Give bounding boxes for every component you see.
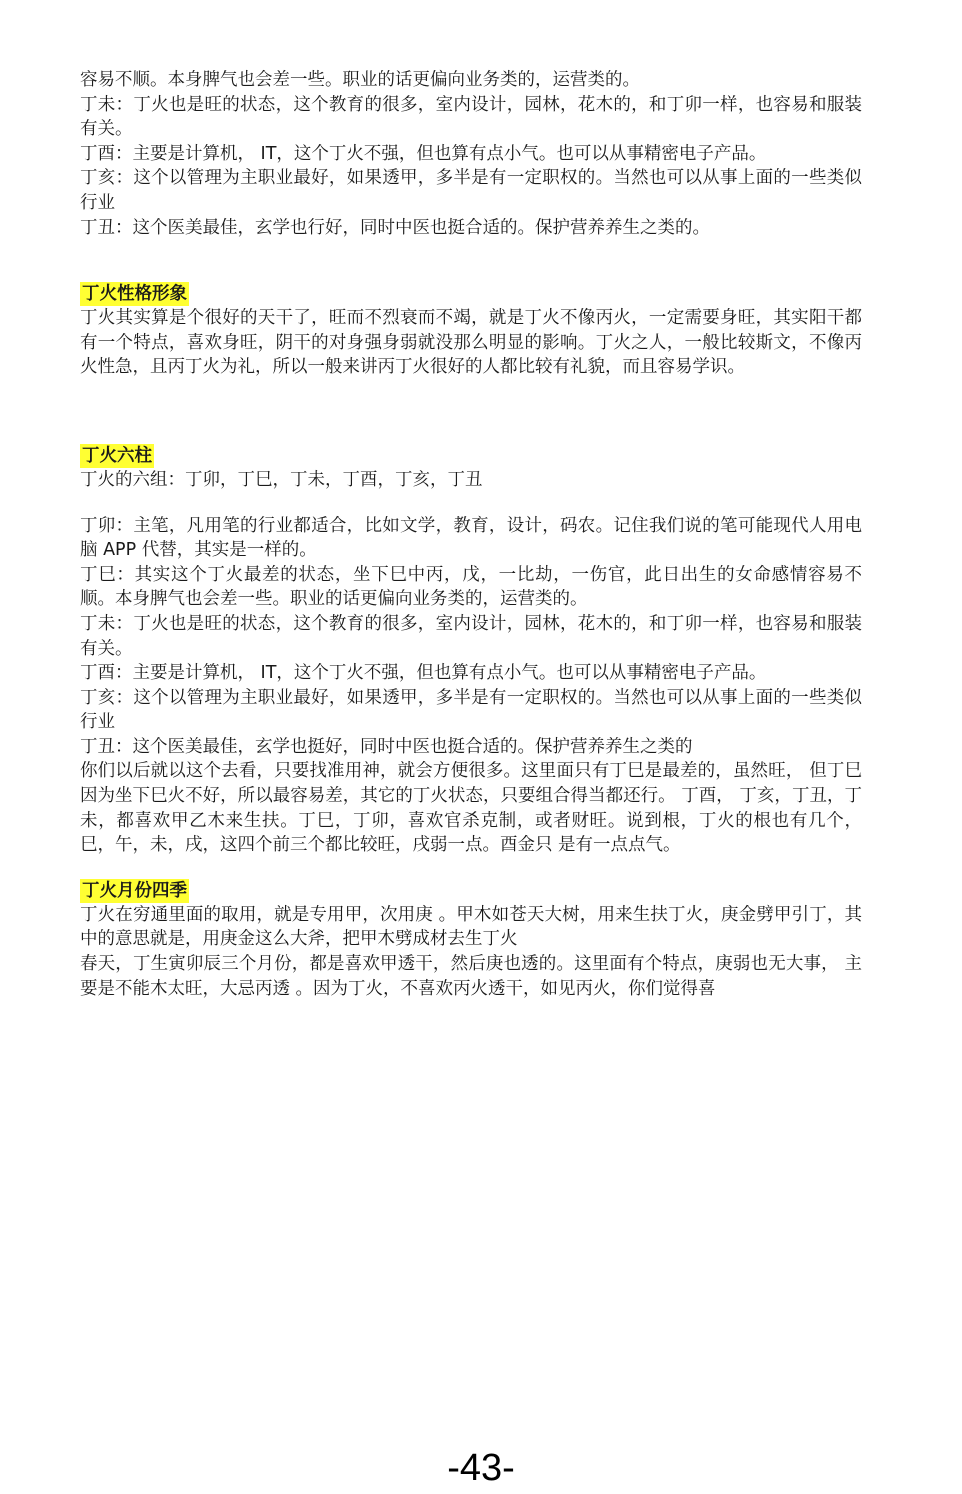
paragraph: 春天，丁生寅卯辰三个月份，都是喜欢甲透干，然后庚也透的。这里面有个特点，庚弱也无大事， 主要是不能木太旺，大忌丙透 。因为丁火，不喜欢丙火透干，如见丙火，你们觉得喜 [80, 954, 862, 999]
paragraph: 丁丑：这个医美最佳，玄学也行好，同时中医也挺合适的。保护营养养生之类的。 [80, 217, 710, 238]
section-six-pillars [80, 444, 862, 858]
page-number: -43- [447, 1447, 515, 1489]
section-months [80, 879, 862, 1001]
paragraph: 你们以后就以这个去看，只要找准用神，就会方便很多。这里面只有丁巳是最差的，虽然旺， 但丁巳因为坐下巳火不好，所以最容易差，其它的丁火状态，只要组合得当都还行。 丁酉， 丁亥，丁丑，丁未，都喜欢甲乙木来生扶。丁巳，丁卯，喜欢官杀克制，或者财旺。说到根，丁火的根也有几个， 巳，午，未，戌，这四个前三个都比较旺，戌弱一点。酉金只 是有一点点气。 [80, 761, 862, 856]
paragraph: 丁未：丁火也是旺的状态，这个教育的很多，室内设计，园林，花木的，和丁卯一样，也容易和服装有关。 [80, 613, 862, 659]
paragraph: 丁未：丁火也是旺的状态，这个教育的很多，室内设计，园林，花木的，和丁卯一样，也容易和服装有关。 [80, 94, 862, 140]
paragraph: 丁火的六组：丁卯，丁巳，丁未，丁酉，丁亥，丁丑 [80, 469, 483, 490]
paragraph: 容易不顺。本身脾气也会差一些。职业的话更偏向业务类的，运营类的。 [80, 70, 640, 90]
paragraph: 丁丑：这个医美最佳，玄学也挺好，同时中医也挺合适的。保护营养养生之类的 [80, 736, 693, 757]
section-heading: 丁火六柱 [82, 445, 152, 466]
section-heading: 丁火性格形象 [82, 284, 187, 305]
paragraph: 丁卯：主笔，凡用笔的行业都适合，比如文学，教育，设计，码农。记住我们说的笔可能现代人用电脑 APP 代替，其实是一样的。 [80, 515, 862, 561]
document-body [80, 68, 862, 1001]
paragraph: 丁亥：这个以管理为主职业最好，如果透甲，多半是有一定职权的。当然也可以从事上面的一些类似行业 [80, 168, 862, 213]
paragraph: 丁巳：其实这个丁火最差的状态，坐下巳中丙，戊，一比劫，一伤官，此日出生的女命感情容易不顺。本身脾气也会差一些。职业的话更偏向业务类的，运营类的。 [80, 564, 862, 610]
paragraph: 丁酉：主要是计算机， IT，这个丁火不强，但也算有点小气。也可以从事精密电子产品。 [80, 663, 767, 684]
section-character [80, 282, 862, 380]
paragraph: 丁火其实算是个很好的天干了，旺而不烈衰而不竭，就是丁火不像丙火，一定需要身旺，其实阳干都有一个特点，喜欢身旺，阴干的对身强身弱就没那么明显的影响。丁火之人，一般比较斯文，不像丙火性急，且丙丁火为礼，所以一般来讲丙丁火很好的人都比较有礼貌，而且容易学识。 [80, 308, 862, 378]
paragraph: 丁酉：主要是计算机， IT，这个丁火不强，但也算有点小气。也可以从事精密电子产品。 [80, 143, 767, 164]
intro-block [80, 68, 862, 240]
paragraph: 丁亥：这个以管理为主职业最好，如果透甲，多半是有一定职权的。当然也可以从事上面的一些类似行业 [80, 687, 862, 733]
paragraph: 丁火在穷通里面的取用，就是专用甲，次用庚 。甲木如苍天大树，用来生扶丁火，庚金劈甲引丁，其中的意思就是，用庚金这么大斧，把甲木劈成材去生丁火 [80, 904, 862, 950]
section-heading: 丁火月份四季 [82, 880, 187, 901]
